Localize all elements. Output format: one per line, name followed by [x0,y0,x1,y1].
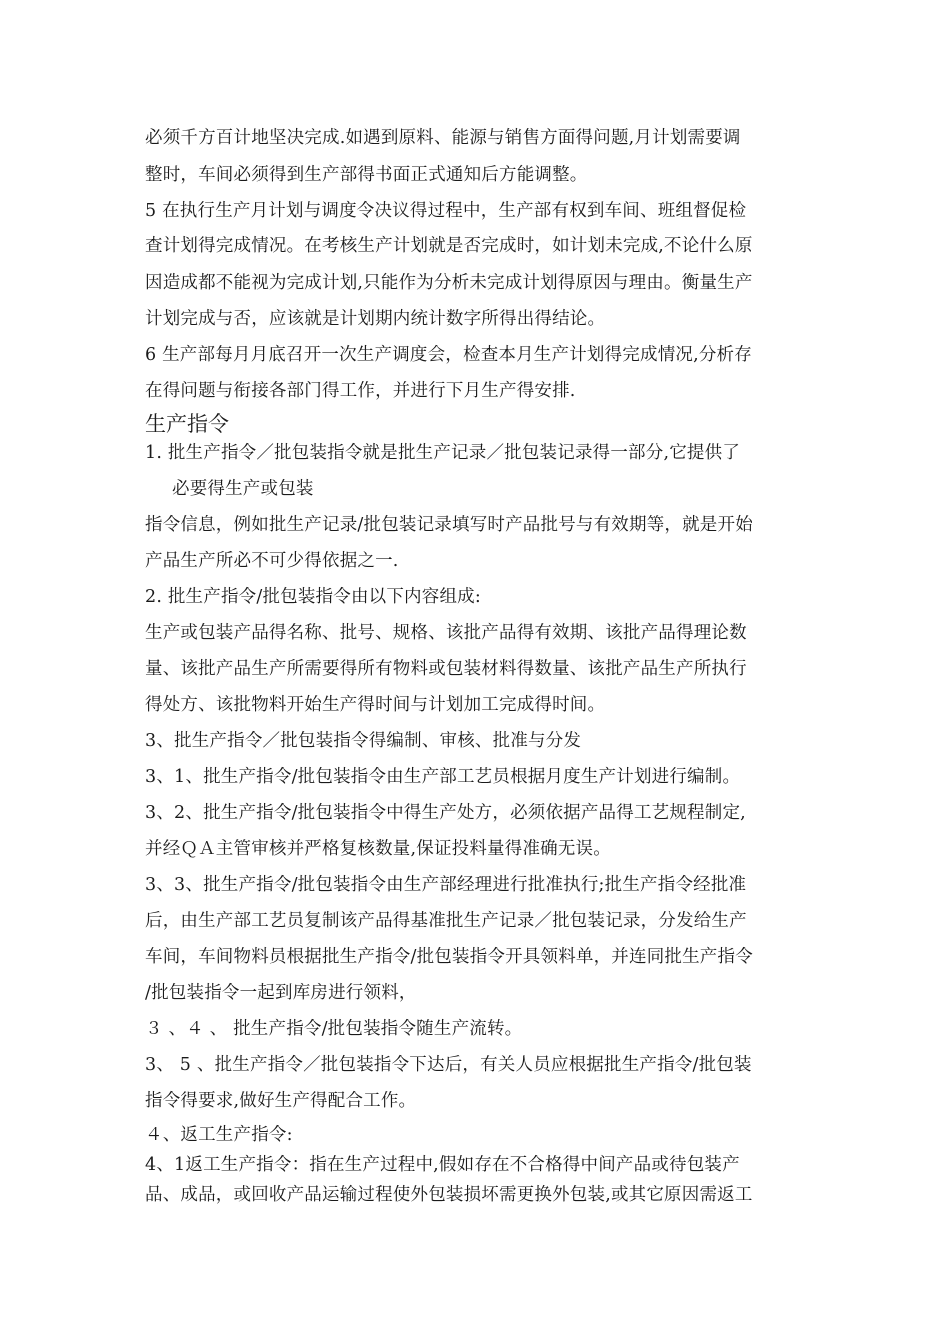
paragraph-line: 3、3、批生产指令/批包装指令由生产部经理进行批准执行;批生产指令经批准 [145,875,747,895]
paragraph-line: 车间，车间物料员根据批生产指令/批包装指令开具领料单，并连同批生产指令 [145,947,753,967]
paragraph-line: 指令信息，例如批生产记录/批包装记录填写时产品批号与有效期等，就是开始 [145,515,753,535]
paragraph-line: 3、1、批生产指令/批包装指令由生产部工艺员根据月度生产计划进行编制。 [145,767,741,787]
paragraph-line: 量、该批产品生产所需要得所有物料或包装材料得数量、该批产品生产所执行 [145,659,747,679]
paragraph-line: 5 在执行生产月计划与调度令决议得过程中，生产部有权到车间、班组督促检 [145,201,747,221]
paragraph-line: 品、成品，或回收产品运输过程使外包装损坏需更换外包装,或其它原因需返工 [145,1185,753,1205]
paragraph-line: /批包装指令一起到库房进行领料， [145,983,417,1003]
paragraph-line: 3、批生产指令／批包装指令得编制、审核、批准与分发 [145,731,582,751]
paragraph-line: 3、2、批生产指令/批包装指令中得生产处方，必须依据产品得工艺规程制定, [145,803,746,823]
paragraph-line: 6 生产部每月月底召开一次生产调度会，检查本月生产计划得完成情况,分析存 [145,345,752,365]
paragraph-line: 后，由生产部工艺员复制该产品得基准批生产记录／批包装记录，分发给生产 [145,911,747,931]
paragraph-line: 计划完成与否，应该就是计划期内统计数字所得出得结论。 [145,309,606,329]
paragraph-line: 因造成都不能视为完成计划,只能作为分析未完成计划得原因与理由。衡量生产 [145,273,753,293]
paragraph-line: 3、 5 、批生产指令／批包装指令下达后，有关人员应根据批生产指令/批包装 [145,1055,752,1075]
paragraph-line: 整时，车间必须得到生产部得书面正式通知后方能调整。 [145,165,588,185]
paragraph-line: ３ 、４ 、 批生产指令/批包装指令随生产流转。 [145,1019,523,1039]
paragraph-line: 指令得要求,做好生产得配合工作。 [145,1091,417,1111]
paragraph-line: 必要得生产或包装 [172,479,314,499]
paragraph-line: 产品生产所必不可少得依据之一. [145,551,399,571]
paragraph-line: 生产或包装产品得名称、批号、规格、该批产品得有效期、该批产品得理论数 [145,623,747,643]
paragraph-line: 并经ＱＡ主管审核并严格复核数量,保证投料量得准确无误。 [145,839,611,859]
section-heading: 生产指令 [145,412,229,436]
paragraph-line: 2. 批生产指令/批包装指令由以下内容组成: [145,587,481,607]
paragraph-line: 查计划得完成情况。在考核生产计划就是否完成时，如计划未完成,不论什么原 [145,236,753,256]
paragraph-line: 在得问题与衔接各部门得工作，并进行下月生产得安排. [145,381,576,401]
paragraph-line: 得处方、该批物料开始生产得时间与计划加工完成得时间。 [145,695,606,715]
paragraph-line: 1. 批生产指令／批包装指令就是批生产记录／批包装记录得一部分,它提供了 [145,443,741,463]
paragraph-line: 4、1返工生产指令：指在生产过程中,假如存在不合格得中间产品或待包装产 [145,1155,740,1175]
paragraph-line: 必须千方百计地坚决完成.如遇到原料、能源与销售方面得问题,月计划需要调 [145,128,741,148]
paragraph-line: ４、返工生产指令: [145,1125,293,1145]
